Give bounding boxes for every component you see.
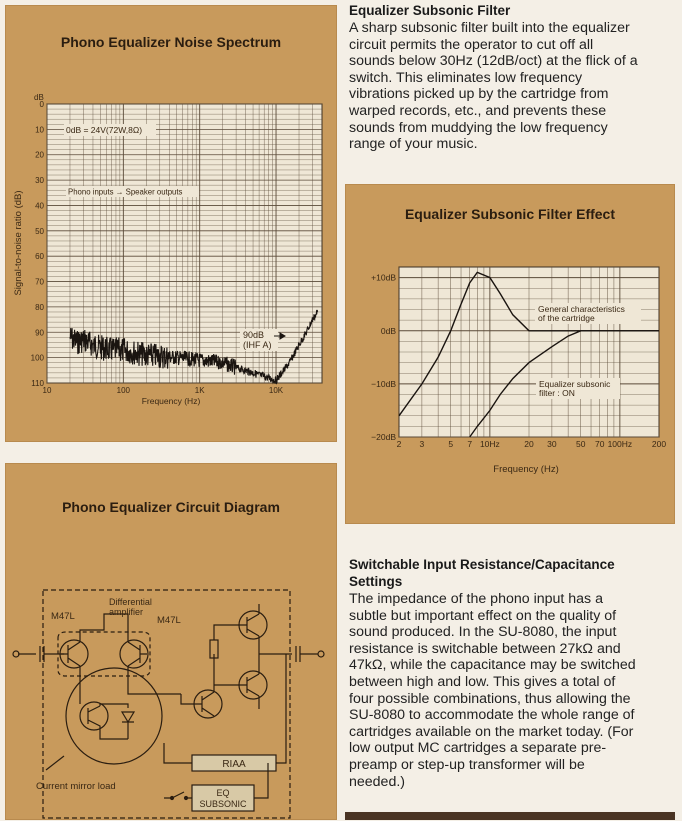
subsonic-heading: Equalizer Subsonic Filter: [349, 3, 511, 18]
filter-xtick: 3: [419, 439, 425, 449]
spectrum-ytick: 60: [35, 252, 44, 262]
paragraph-line: range of your music.: [349, 136, 478, 153]
paragraph-line: resistance is switchable between 27kΩ and: [349, 640, 621, 657]
spectrum-ytick: 40: [35, 201, 44, 211]
spectrum-ytick: 100: [30, 353, 44, 363]
subsonic-filter-chart: [346, 185, 676, 525]
spectrum-xtick: 1K: [194, 386, 205, 395]
paragraph-line: four possible combinations, thus allowing the: [349, 690, 631, 707]
paragraph-line: subtle but important effect on the quality of: [349, 607, 617, 624]
paragraph-line: A sharp subsonic filter built into the equalizer: [349, 20, 630, 36]
filter-ytick: −20dB: [371, 432, 396, 442]
paragraph-line: sounds from muddying the low frequency: [349, 119, 608, 136]
filter-xtick: 200: [651, 439, 667, 449]
legend-filter-line1: Equalizer subsonic: [539, 379, 611, 389]
filter-xtick: 10Hz: [479, 439, 500, 449]
spectrum-xtick: 100: [116, 386, 131, 395]
subsonic-body: [349, 20, 638, 153]
y-unit-label: dB: [34, 93, 44, 102]
paragraph-line: 47kΩ, while the capacitance may be switched: [349, 657, 636, 674]
noise-spectrum-panel: [5, 5, 337, 442]
paragraph-line: sound produced. In the SU-8080, the input: [349, 624, 617, 641]
paragraph-line: switch. This eliminates low frequency: [349, 69, 583, 86]
filter-ytick: +10dB: [371, 272, 396, 283]
differential-label-line1: Differential: [109, 597, 152, 607]
spectrum-ytick: 80: [35, 302, 44, 312]
paragraph-line: vibrations picked up by the cartridge from: [349, 86, 609, 103]
noise-spectrum-title: Phono Equalizer Noise Spectrum: [60, 34, 282, 50]
legend-general-line1: General characteristics: [538, 304, 625, 314]
footer-bar: [345, 812, 675, 820]
spectrum-ytick: 90: [35, 328, 44, 338]
resistance-body: [349, 591, 636, 790]
filter-xtick: 70: [594, 439, 605, 449]
riaa-label: RIAA: [222, 759, 246, 770]
noise-spectrum-chart: [6, 6, 338, 443]
paragraph-line: needed.): [349, 773, 406, 790]
snr-annotation-value: 90dB: [243, 330, 265, 340]
filter-xtick: 2: [396, 439, 402, 449]
legend-filter-line2: filter : ON: [539, 388, 575, 398]
circuit-diagram-title: Phono Equalizer Circuit Diagram: [62, 499, 280, 515]
spectrum-xlabel: Frequency (Hz): [141, 396, 201, 406]
paragraph-line: sounds below 30Hz (12dB/oct) at the flick of a: [349, 53, 638, 70]
eq-label: EQ: [216, 788, 230, 798]
paragraph-line: warped records, etc., and prevents these: [349, 102, 607, 119]
filter-ytick: 0dB: [380, 325, 396, 336]
reference-annotation: 0dB = 24V(72W,8Ω): [66, 125, 143, 135]
filter-xtick: 20: [524, 439, 534, 449]
filter-xtick: 5: [448, 439, 454, 449]
spectrum-ytick: 50: [35, 226, 44, 236]
subsonic-filter-panel: [345, 184, 675, 524]
paragraph-line: preamp or step-up transformer will be: [349, 756, 585, 773]
subsonic-label: SUBSONIC: [199, 799, 247, 809]
spectrum-xtick: 10K: [268, 386, 284, 395]
subsonic-filter-title: Equalizer Subsonic Filter Effect: [404, 206, 616, 222]
current-mirror-label: Current mirror load: [36, 781, 116, 792]
differential-label-line2: amplifier: [109, 607, 144, 617]
paragraph-line: between high and low. This gives a total of: [349, 673, 616, 690]
paragraph-line: circuit permits the operator to cut off all: [349, 36, 594, 53]
spectrum-xtick: 10: [42, 386, 52, 395]
paragraph-line: low output MC cartridges a separate pre-: [349, 740, 607, 757]
resistance-heading-line1: Switchable Input Resistance/Capacitance: [349, 557, 615, 572]
spectrum-ytick: 70: [35, 277, 44, 287]
m47l-right-label: M47L: [157, 615, 181, 626]
circuit-diagram-panel: [5, 463, 337, 820]
paragraph-line: The impedance of the phono input has a: [349, 591, 603, 607]
io-annotation: Phono inputs → Speaker outputs: [68, 187, 183, 197]
filter-xtick: 100Hz: [607, 439, 633, 449]
filter-xtick: 50: [575, 439, 586, 449]
filter-xtick: 7: [467, 439, 473, 449]
filter-ytick: −10dB: [371, 378, 396, 389]
circuit-diagram: [6, 464, 338, 821]
spectrum-ylabel: Signal-to-noise ratio (dB): [13, 190, 24, 296]
spectrum-ytick: 0: [39, 100, 44, 109]
legend-general-line2: of the cartridge: [538, 313, 595, 323]
spectrum-ytick: 30: [35, 176, 44, 186]
resistance-heading-line2: Settings: [349, 574, 403, 589]
m47l-left-label: M47L: [51, 611, 75, 622]
spectrum-ytick: 20: [35, 150, 44, 160]
filter-xtick: 30: [547, 439, 557, 449]
paragraph-line: cartridges available on the market today. (For: [349, 723, 634, 740]
filter-xlabel: Frequency (Hz): [493, 464, 559, 475]
spectrum-ytick: 10: [35, 125, 44, 135]
paragraph-line: SU-8080 to accommodate the whole range of: [349, 707, 635, 724]
spectrum-ytick: 110: [31, 379, 44, 388]
snr-annotation-weighting: (IHF A): [243, 340, 272, 350]
